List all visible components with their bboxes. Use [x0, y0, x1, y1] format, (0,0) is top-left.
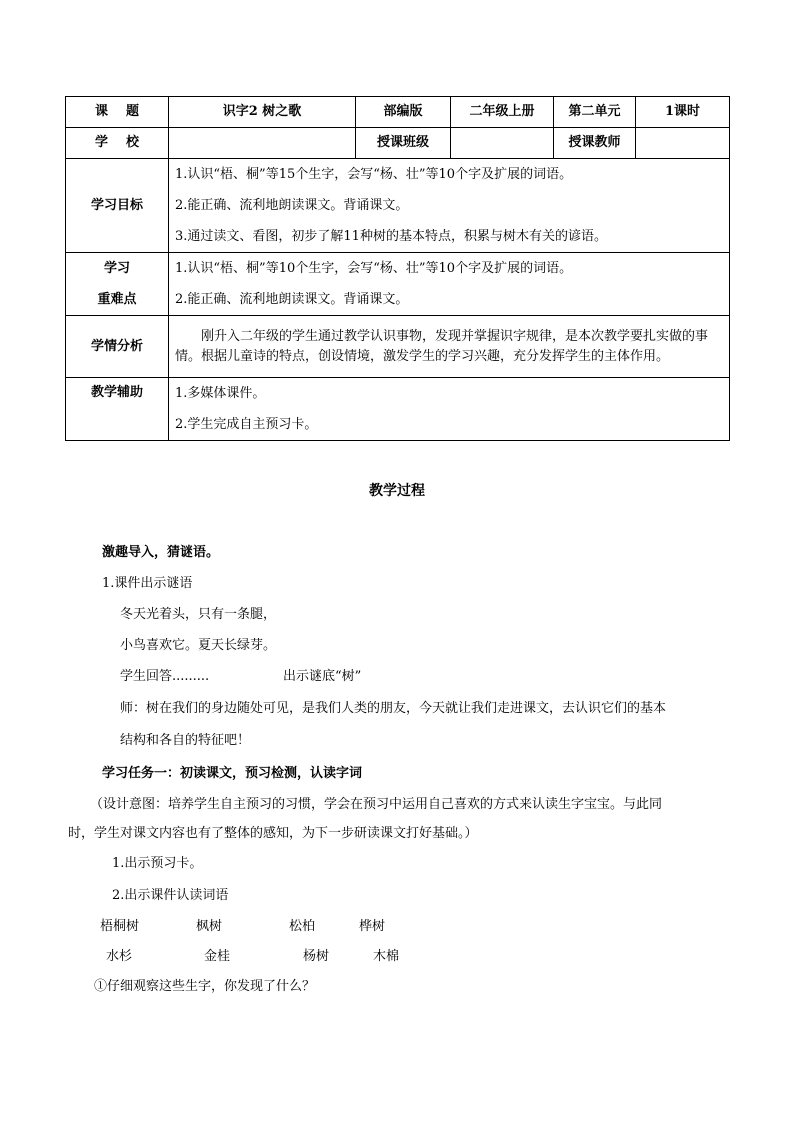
class-label: 授课班级	[356, 128, 451, 159]
word-item: 水杉	[106, 949, 133, 964]
riddle-line-1: 冬天光着头，只有一条腿，	[120, 607, 277, 622]
word-item: 桦树	[359, 919, 386, 934]
analysis-label: 学情分析	[66, 316, 169, 378]
observation-question: ①仔细观察这些生字，你发现了什么？	[94, 979, 316, 994]
unit: 第二单元	[554, 97, 636, 128]
table-row	[66, 316, 730, 378]
aid-item: 1.多媒体课件。	[175, 386, 266, 401]
task-item-2: 2.出示课件认读词语	[112, 888, 229, 903]
school-value	[169, 128, 356, 159]
section-title: 教学过程	[369, 483, 425, 499]
class-value	[451, 128, 554, 159]
table-row	[66, 159, 730, 253]
student-answer: 学生回答.........	[120, 669, 210, 684]
task1-heading: 学习任务一：初读课文，预习检测，认读字词	[102, 766, 363, 781]
analysis-text: 刚升入二年级的学生通过教学认识事物，发现并掌握识字规律，是本次教学要扎实做的事情。根据儿童诗的特点，创设情境，激发学生的学习兴趣，充分发挥学生的主体作用。	[169, 316, 730, 378]
aids-content	[169, 378, 730, 441]
goal-item: 1.认识“梧、桐”等15个生字，会写“杨、壮”等10个字及扩展的词语。	[175, 167, 573, 182]
word-item: 金桂	[204, 949, 231, 964]
goals-content	[169, 159, 730, 253]
teacher-label: 授课教师	[554, 128, 636, 159]
goal-item: 2.能正确、流利地朗读课文。背诵课文。	[175, 198, 409, 213]
word-item: 木棉	[373, 949, 400, 964]
key-label-line: 学习	[103, 261, 130, 276]
step-1: 1.课件出示谜语	[102, 576, 193, 591]
task-item-1: 1.出示预习卡。	[112, 856, 203, 871]
table-row	[66, 378, 730, 441]
teacher-value	[636, 128, 730, 159]
goals-label: 学习目标	[66, 159, 169, 253]
key-item: 2.能正确、流利地朗读课文。背诵课文。	[175, 292, 409, 307]
riddle-answer: 出示谜底“树”	[283, 669, 362, 684]
aid-item: 2.学生完成自主预习卡。	[175, 417, 318, 432]
course-title: 识字2 树之歌	[169, 97, 356, 128]
word-item: 梧桐树	[100, 919, 140, 934]
word-item: 杨树	[303, 949, 330, 964]
grade: 二年级上册	[451, 97, 554, 128]
teacher-speech-1: 师：树在我们的身边随处可见，是我们人类的朋友，今天就让我们走进课文，去认识它们的基本	[120, 701, 667, 716]
word-item: 枫树	[196, 919, 223, 934]
design-intent-1: （设计意图：培养学生自主预习的习惯，学会在预习中运用自己喜欢的方式来认读生字宝宝。与此同	[90, 797, 663, 812]
table-row	[66, 97, 730, 128]
key-points-content	[169, 253, 730, 316]
intro-heading: 激趣导入，猜谜语。	[102, 545, 220, 560]
lesson-info-table	[65, 96, 730, 441]
goal-item: 3.通过读文、看图，初步了解11种树的基本特点，积累与树木有关的谚语。	[175, 229, 607, 244]
word-item: 松柏	[289, 919, 316, 934]
teacher-speech-2: 结构和各自的特征吧！	[120, 733, 251, 748]
key-points-label	[66, 253, 169, 316]
key-item: 1.认识“梧、桐”等10个生字，会写“杨、壮”等10个字及扩展的词语。	[175, 261, 573, 276]
class-hours: 1课时	[636, 97, 730, 128]
aids-label: 教学辅助	[66, 378, 169, 441]
key-label-line: 重难点	[97, 292, 137, 307]
table-row	[66, 128, 730, 159]
riddle-line-2: 小鸟喜欢它。夏天长绿芽。	[120, 638, 277, 653]
edition: 部编版	[356, 97, 451, 128]
table-row	[66, 253, 730, 316]
course-label: 课 题	[66, 97, 169, 128]
school-label: 学 校	[66, 128, 169, 159]
design-intent-2: 时，学生对课文内容也有了整体的感知，为下一步研读课文打好基础。）	[68, 826, 478, 841]
